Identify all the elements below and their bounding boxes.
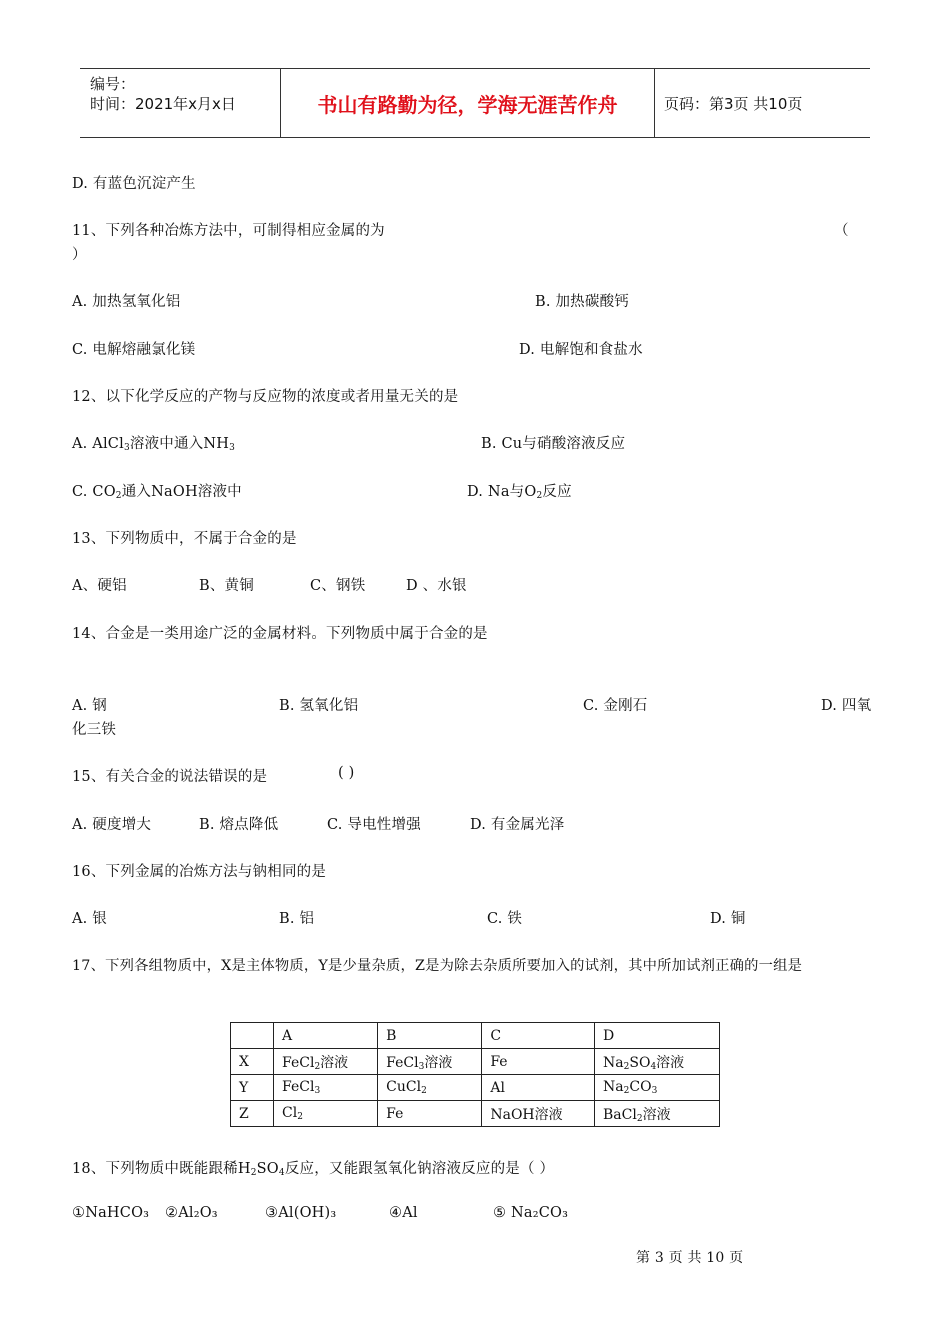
motto: 书山有路勤为径，学海无涯苦作舟: [280, 69, 655, 137]
q18-stem: 18、下列物质中既能跟稀$H_2SO_4$反应，又能跟氢氧化钠溶液反应的是（ ）: [72, 1161, 555, 1178]
time-label: 时间：2021年x月x日: [90, 95, 236, 113]
q12-option-b: B. Cu与硝酸溶液反应: [481, 436, 626, 452]
q14-option-d-cont: 化三铁: [72, 722, 117, 738]
q11-option-c: C. 电解熔融氯化镁: [72, 342, 196, 358]
q12-option-a: A. AlCl$_3$溶液中通入$NH_3$: [72, 436, 236, 453]
table-cell: Fe: [378, 1101, 482, 1127]
table-header-cell: D: [595, 1023, 720, 1049]
q18-item-5: ⑤ Na₂CO₃: [493, 1205, 569, 1221]
table-corner-cell: [231, 1023, 274, 1049]
q12-option-c: C. $CO_2$通入NaOH溶液中: [72, 484, 242, 501]
table-row: [231, 1075, 720, 1101]
table-header-cell: A: [274, 1023, 378, 1049]
q15-option-c: C. 导电性增强: [327, 817, 421, 833]
table-cell: NaOH溶液: [482, 1101, 595, 1127]
q16-option-c: C. 铁: [487, 911, 523, 927]
row-label: Z: [231, 1101, 274, 1127]
q13-option-d: D 、水银: [406, 578, 467, 594]
q13-option-c: C、钢铁: [310, 578, 366, 594]
q18-item-4: ④Al: [389, 1205, 418, 1221]
q14-option-c: C. 金刚石: [583, 698, 648, 714]
table-cell: $Na_2SO_4$溶液: [595, 1049, 720, 1075]
q15-option-b: B. 熔点降低: [199, 817, 279, 833]
header-info-cell: [80, 69, 280, 137]
q16-stem: 16、下列金属的冶炼方法与钠相同的是: [72, 864, 327, 880]
table-cell: $Na_2CO_3$: [595, 1075, 720, 1101]
q16-option-d: D. 铜: [710, 911, 746, 927]
q11-option-d: D. 电解饱和食盐水: [519, 342, 643, 358]
q11-paren-close: ）: [72, 247, 87, 263]
q14-option-a: A. 钢: [72, 698, 107, 714]
q11-stem: 11、下列各种冶炼方法中，可制得相应金属的为: [72, 223, 385, 239]
q16-option-a: A. 银: [72, 911, 107, 927]
table-cell: FeCl$_3$溶液: [378, 1049, 482, 1075]
table-row: [231, 1049, 720, 1075]
q18-item-3: ③Al(OH)₃: [265, 1205, 337, 1221]
code-label: 编号：: [90, 75, 136, 93]
row-label: Y: [231, 1075, 274, 1101]
q10-option-d: D. 有蓝色沉淀产生: [72, 176, 196, 192]
q11-option-b: B. 加热碳酸钙: [535, 294, 629, 310]
table-header-cell: B: [378, 1023, 482, 1049]
q14-stem: 14、合金是一类用途广泛的金属材料。下列物质中属于合金的是: [72, 626, 488, 642]
q18-item-2: ②Al₂O₃: [165, 1205, 218, 1221]
q12-option-d: D. Na与$O_2$反应: [467, 484, 572, 501]
q13-option-a: A、硬铝: [72, 578, 127, 594]
q13-option-b: B、黄铜: [199, 578, 254, 594]
q11-paren-open: （: [834, 223, 849, 239]
table-header-row: [231, 1023, 720, 1049]
table-cell: FeCl$_3$: [274, 1075, 378, 1101]
page-header: [80, 68, 870, 138]
q17-options-table: [230, 1022, 720, 1127]
table-row: [231, 1101, 720, 1127]
q18-item-1: ①NaHCO₃: [72, 1205, 150, 1221]
page-footer: 第 3 页 共 10 页: [636, 1250, 744, 1266]
table-cell: Al: [482, 1075, 595, 1101]
q14-option-b: B. 氢氧化铝: [279, 698, 359, 714]
table-cell: BaCl$_2$溶液: [595, 1101, 720, 1127]
q17-stem: 17、下列各组物质中，X是主体物质，Y是少量杂质，Z是为除去杂质所要加入的试剂，其中所加试剂正确的一组是: [72, 958, 803, 974]
q15-option-a: A. 硬度增大: [72, 817, 152, 833]
table-header-cell: C: [482, 1023, 595, 1049]
q14-option-d: D. 四氧: [821, 698, 872, 714]
table-cell: CuCl$_2$: [378, 1075, 482, 1101]
q13-stem: 13、下列物质中，不属于合金的是: [72, 531, 297, 547]
table-cell: FeCl$_2$溶液: [274, 1049, 378, 1075]
q12-stem: 12、以下化学反应的产物与反应物的浓度或者用量无关的是: [72, 389, 459, 405]
row-label: X: [231, 1049, 274, 1075]
q15-paren: ( ): [338, 765, 355, 781]
q15-option-d: D. 有金属光泽: [470, 817, 565, 833]
table-cell: $Cl_2$: [274, 1101, 378, 1127]
q15-stem: 15、有关合金的说法错误的是: [72, 769, 268, 785]
header-page-label: 页码：第3页 共10页: [664, 94, 803, 113]
q16-option-b: B. 铝: [279, 911, 315, 927]
q11-option-a: A. 加热氢氧化铝: [72, 294, 181, 310]
table-cell: Fe: [482, 1049, 595, 1075]
